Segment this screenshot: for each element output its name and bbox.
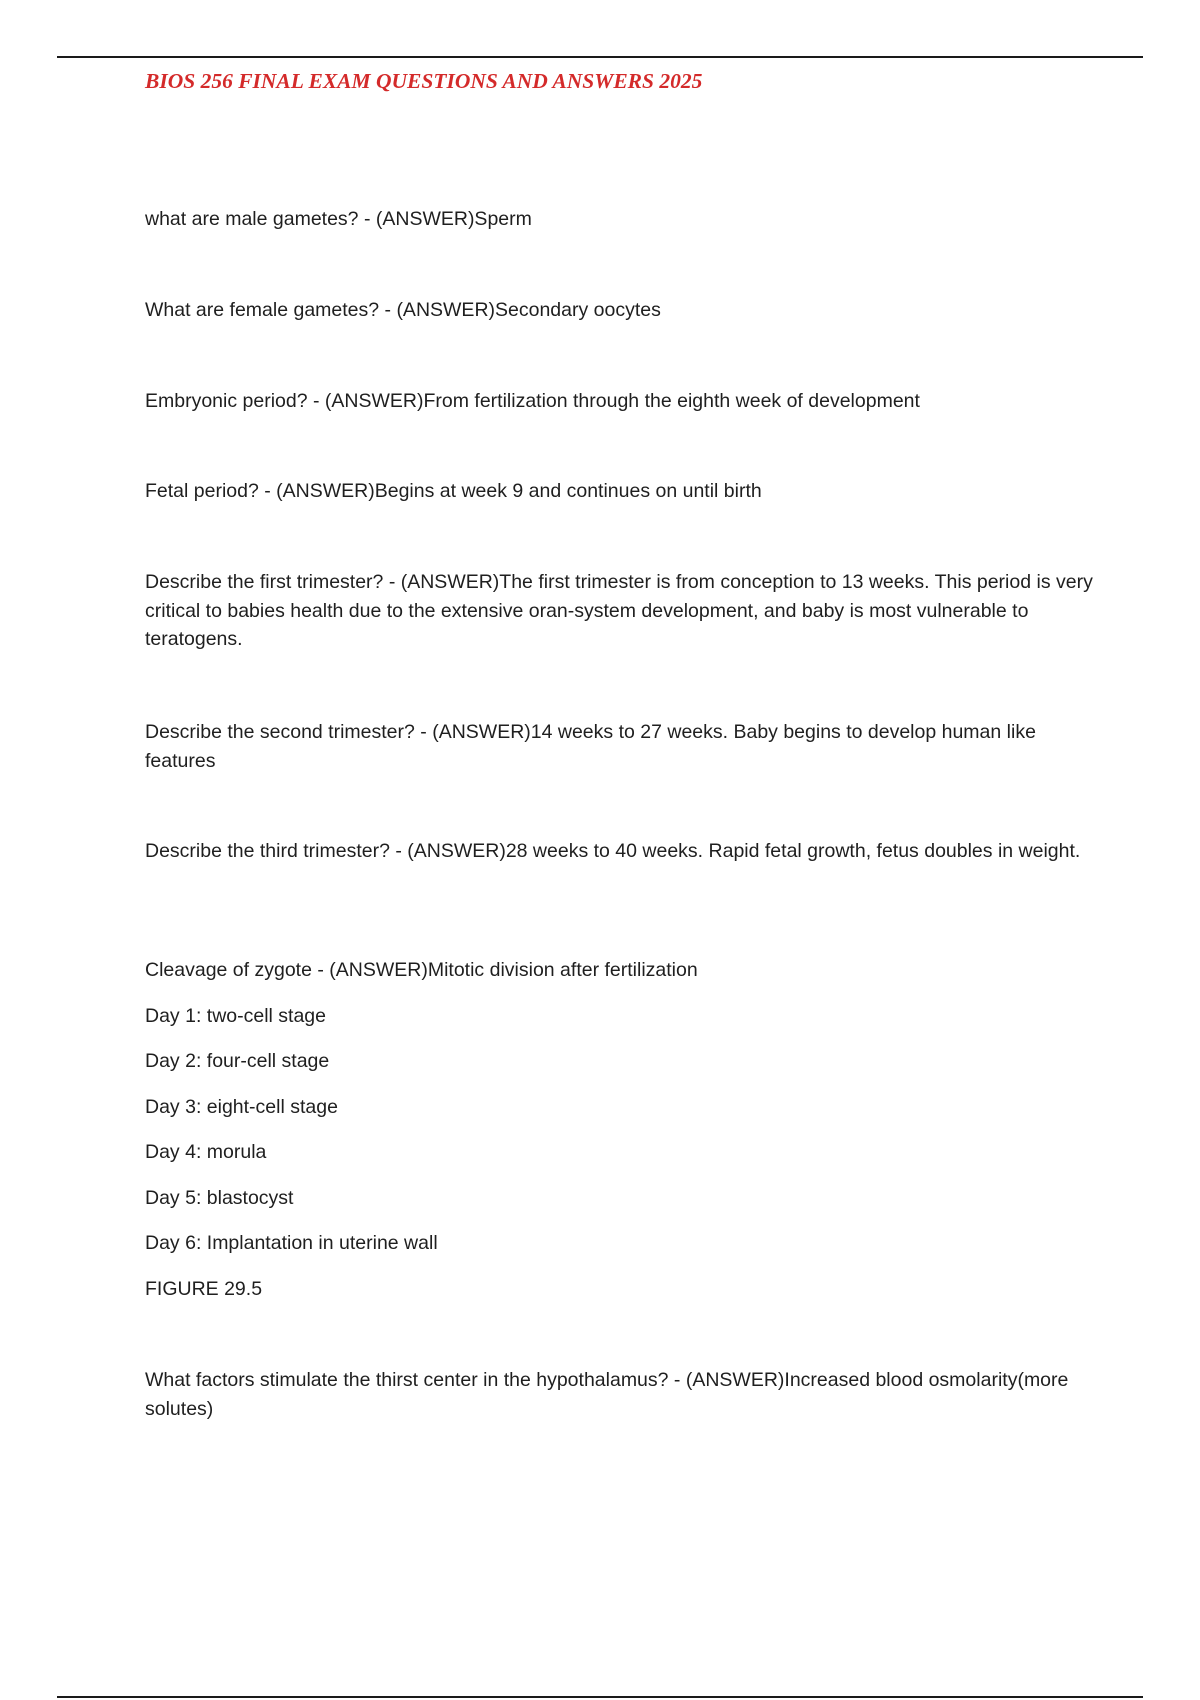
qa-entry-thirst-center: What factors stimulate the thirst center in the hypothalamus? - (ANSWER)Increased blood osmolarity(more solutes) xyxy=(145,1369,1069,1420)
qa-entry-female-gametes: What are female gametes? - (ANSWER)Secondary oocytes xyxy=(145,299,661,321)
header-rule xyxy=(57,56,1143,58)
document-title: BIOS 256 FINAL EXAM QUESTIONS AND ANSWERS 2025 xyxy=(145,69,703,93)
figure-reference: FIGURE 29.5 xyxy=(145,1278,263,1300)
cleavage-day-5: Day 5: blastocyst xyxy=(145,1187,294,1209)
cleavage-day-4: Day 4: morula xyxy=(145,1141,267,1163)
cleavage-day-6: Day 6: Implantation in uterine wall xyxy=(145,1232,438,1254)
cleavage-day-1: Day 1: two-cell stage xyxy=(145,1005,326,1027)
cleavage-heading: Cleavage of zygote - (ANSWER)Mitotic division after fertilization xyxy=(145,959,698,981)
qa-entry-male-gametes: what are male gametes? - (ANSWER)Sperm xyxy=(145,208,532,230)
qa-entry-fetal-period: Fetal period? - (ANSWER)Begins at week 9 and continues on until birth xyxy=(145,480,762,502)
footer-rule xyxy=(57,1696,1143,1698)
qa-entry-first-trimester: Describe the first trimester? - (ANSWER)The first trimester is from conception to 13 weeks. This period is very critical to babies health due to the extensive oran-system development, and baby is most vulnerable to teratogens. xyxy=(145,571,1093,650)
qa-entry-embryonic-period: Embryonic period? - (ANSWER)From fertilization through the eighth week of development xyxy=(145,390,920,412)
cleavage-day-3: Day 3: eight-cell stage xyxy=(145,1096,338,1118)
cleavage-day-2: Day 2: four-cell stage xyxy=(145,1050,330,1072)
qa-entry-second-trimester: Describe the second trimester? - (ANSWER)14 weeks to 27 weeks. Baby begins to develop human like features xyxy=(145,721,1036,772)
qa-entry-third-trimester: Describe the third trimester? - (ANSWER)28 weeks to 40 weeks. Rapid fetal growth, fetus doubles in weight. xyxy=(145,840,1081,862)
